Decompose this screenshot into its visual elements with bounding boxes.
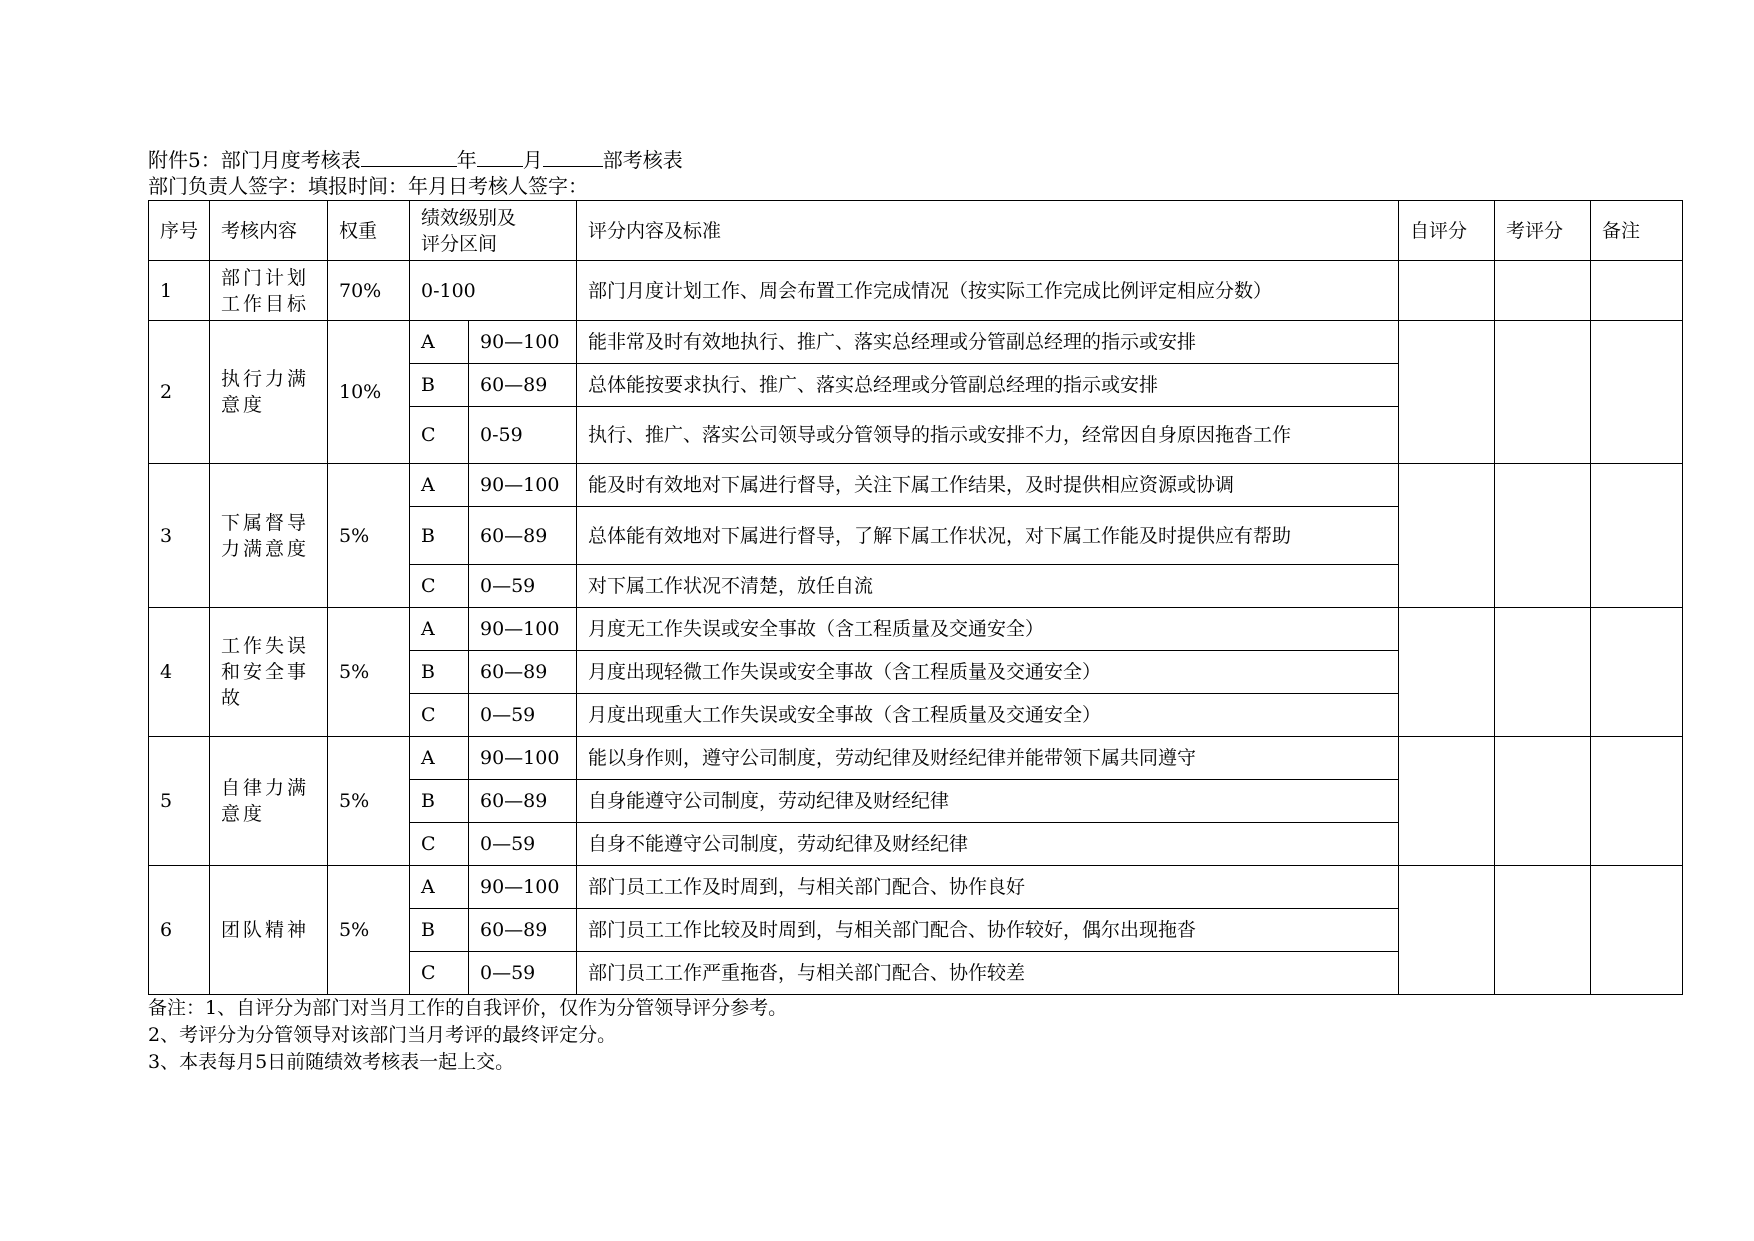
row-content: 部门计划工作目标 [210, 261, 328, 321]
row-content: 执行力满意度 [210, 321, 328, 464]
header-standard: 评分内容及标准 [577, 201, 1399, 261]
level-standard: 对下属工作状况不清楚，放任自流 [577, 565, 1399, 608]
level-range: 0—59 [469, 565, 577, 608]
note-line: 3、本表每月5日前随绩效考核表一起上交。 [148, 1051, 515, 1073]
level-grade: B [410, 780, 469, 823]
form-suffix: 部考核表 [602, 148, 683, 172]
header-weight: 权重 [328, 201, 410, 261]
year-blank [361, 148, 457, 167]
month-blank [477, 148, 523, 167]
level-grade: B [410, 364, 469, 407]
department-blank [543, 148, 603, 167]
level-standard: 部门员工工作比较及时周到，与相关部门配合、协作较好，偶尔出现拖沓 [577, 909, 1399, 952]
level-grade: C [410, 823, 469, 866]
level-standard: 自身不能遵守公司制度，劳动纪律及财经纪律 [577, 823, 1399, 866]
level-grade: C [410, 407, 469, 464]
header-note: 备注 [1591, 201, 1683, 261]
row-weight: 5% [328, 737, 410, 866]
level-range: 60—89 [469, 780, 577, 823]
row-seq: 6 [149, 866, 210, 995]
level-range: 0-59 [469, 407, 577, 464]
level-grade: C [410, 952, 469, 995]
level-standard: 月度出现重大工作失误或安全事故（含工程质量及交通安全） [577, 694, 1399, 737]
level-standard: 能非常及时有效地执行、推广、落实总经理或分管副总经理的指示或安排 [577, 321, 1399, 364]
self-score-cell[interactable] [1399, 866, 1495, 995]
level-standard: 总体能按要求执行、推广、落实总经理或分管副总经理的指示或安排 [577, 364, 1399, 407]
eval-score-cell[interactable] [1495, 737, 1591, 866]
level-range: 60—89 [469, 651, 577, 694]
row-seq: 1 [149, 261, 210, 321]
eval-score-cell[interactable] [1495, 261, 1591, 321]
eval-score-cell[interactable] [1495, 464, 1591, 608]
row-weight: 70% [328, 261, 410, 321]
level-standard: 执行、推广、落实公司领导或分管领导的指示或安排不力，经常因自身原因拖沓工作 [577, 407, 1399, 464]
row-content: 工作失误和安全事故 [210, 608, 328, 737]
level-grade: A [410, 737, 469, 780]
row-weight: 5% [328, 866, 410, 995]
header-content: 考核内容 [210, 201, 328, 261]
level-grade: A [410, 464, 469, 507]
level-grade: A [410, 608, 469, 651]
level-grade: B [410, 651, 469, 694]
row-standard: 部门月度计划工作、周会布置工作完成情况（按实际工作完成比例评定相应分数） [577, 261, 1399, 321]
row-seq: 5 [149, 737, 210, 866]
table-row [149, 866, 1683, 909]
document-page [148, 147, 1688, 1076]
header-self-score: 自评分 [1399, 201, 1495, 261]
header-line-1 [148, 147, 1688, 173]
level-standard: 月度无工作失误或安全事故（含工程质量及交通安全） [577, 608, 1399, 651]
notes-section [148, 995, 1688, 1076]
level-range: 0—59 [469, 694, 577, 737]
level-grade: A [410, 321, 469, 364]
level-standard: 总体能有效地对下属进行督导，了解下属工作状况，对下属工作能及时提供应有帮助 [577, 507, 1399, 565]
row-seq: 4 [149, 608, 210, 737]
header-level: 绩效级别及评分区间 [410, 201, 577, 261]
self-score-cell[interactable] [1399, 261, 1495, 321]
level-standard: 自身能遵守公司制度，劳动纪律及财经纪律 [577, 780, 1399, 823]
row-content: 下属督导力满意度 [210, 464, 328, 608]
eval-score-cell[interactable] [1495, 866, 1591, 995]
level-range: 0—59 [469, 823, 577, 866]
level-range: 90—100 [469, 866, 577, 909]
level-grade: C [410, 565, 469, 608]
note-cell[interactable] [1591, 608, 1683, 737]
level-range: 90—100 [469, 737, 577, 780]
header-eval-score: 考评分 [1495, 201, 1591, 261]
level-range: 0—59 [469, 952, 577, 995]
level-standard: 部门员工工作严重拖沓，与相关部门配合、协作较差 [577, 952, 1399, 995]
level-range: 60—89 [469, 364, 577, 407]
assessment-table [148, 200, 1683, 995]
table-row [149, 737, 1683, 780]
level-standard: 能及时有效地对下属进行督导，关注下属工作结果，及时提供相应资源或协调 [577, 464, 1399, 507]
level-standard: 能以身作则，遵守公司制度，劳动纪律及财经纪律并能带领下属共同遵守 [577, 737, 1399, 780]
row-weight: 10% [328, 321, 410, 464]
table-row [149, 321, 1683, 364]
self-score-cell[interactable] [1399, 608, 1495, 737]
level-grade: C [410, 694, 469, 737]
level-grade: B [410, 507, 469, 565]
level-standard: 部门员工工作及时周到，与相关部门配合、协作良好 [577, 866, 1399, 909]
header-row [149, 201, 1683, 261]
level-range: 60—89 [469, 507, 577, 565]
header-line-2: 部门负责人签字：填报时间：年月日考核人签字： [148, 174, 588, 198]
level-range: 90—100 [469, 321, 577, 364]
row-weight: 5% [328, 608, 410, 737]
level-grade: B [410, 909, 469, 952]
row-content: 自律力满意度 [210, 737, 328, 866]
level-range: 60—89 [469, 909, 577, 952]
month-label: 月 [522, 148, 543, 172]
note-line: 备注：1、自评分为部门对当月工作的自我评价，仅作为分管领导评分参考。 [148, 997, 788, 1019]
note-line: 2、考评分为分管领导对该部门当月考评的最终评定分。 [148, 1024, 617, 1046]
row-range: 0-100 [410, 261, 577, 321]
note-cell[interactable] [1591, 464, 1683, 608]
note-cell[interactable] [1591, 261, 1683, 321]
self-score-cell[interactable] [1399, 464, 1495, 608]
form-title: 附件5：部门月度考核表 [148, 148, 361, 172]
row-weight: 5% [328, 464, 410, 608]
eval-score-cell[interactable] [1495, 321, 1591, 464]
row-seq: 2 [149, 321, 210, 464]
row-content: 团队精神 [210, 866, 328, 995]
note-cell[interactable] [1591, 737, 1683, 866]
table-row [149, 261, 1683, 321]
table-row [149, 608, 1683, 651]
self-score-cell[interactable] [1399, 737, 1495, 866]
level-range: 90—100 [469, 608, 577, 651]
table-row [149, 464, 1683, 507]
year-label: 年 [456, 148, 477, 172]
header-seq: 序号 [149, 201, 210, 261]
row-seq: 3 [149, 464, 210, 608]
level-standard: 月度出现轻微工作失误或安全事故（含工程质量及交通安全） [577, 651, 1399, 694]
note-cell[interactable] [1591, 321, 1683, 464]
eval-score-cell[interactable] [1495, 608, 1591, 737]
note-cell[interactable] [1591, 866, 1683, 995]
level-range: 90—100 [469, 464, 577, 507]
level-grade: A [410, 866, 469, 909]
self-score-cell[interactable] [1399, 321, 1495, 464]
